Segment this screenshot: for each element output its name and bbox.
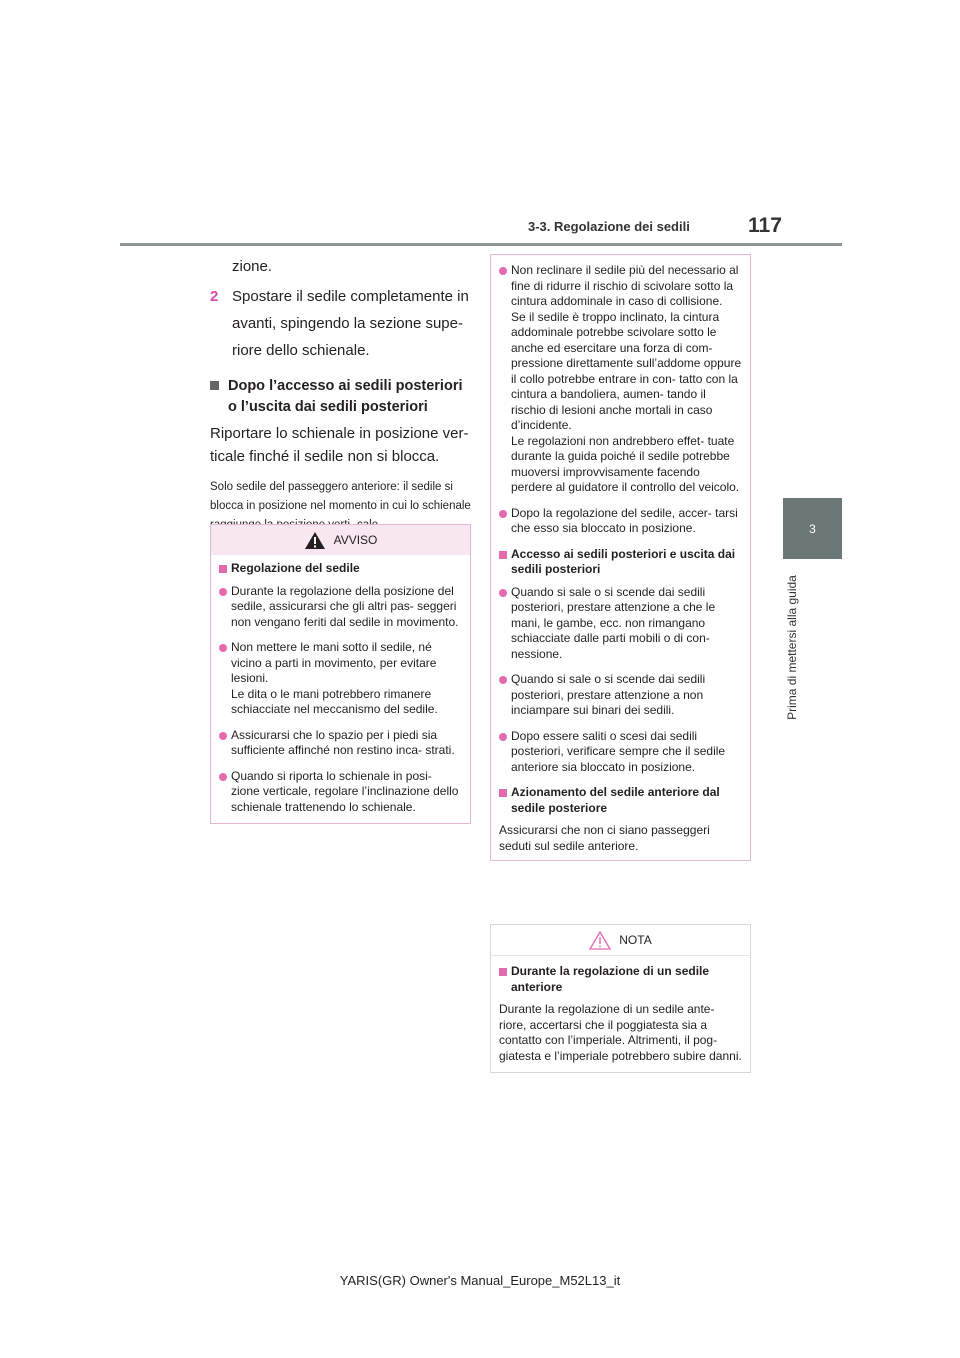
- warning-header: [211, 525, 470, 555]
- bullet-icon: [499, 733, 507, 741]
- notice-text: Durante la regolazione di un sedile ante- riore, accertarsi che il poggiatesta sia a contatto con l’imperiale. Altrimenti, il pog- giatesta e l’imperiale potrebbero subire danni.: [499, 1002, 742, 1063]
- notice-header: [491, 925, 750, 956]
- subsection-heading: Accesso ai sedili posteriori e uscita dai sedili posteriori: [499, 547, 742, 578]
- list-item: Dopo essere saliti o scesi dai sedili posteriori, verificare sempre che il sedile anteriore sia bloccato in posizione.: [499, 729, 742, 776]
- warning-heading: Regolazione del sedile: [219, 561, 462, 577]
- body-paragraph: Riportare lo schienale in posizione ver- ticale finché il sedile non si blocca.: [210, 425, 469, 465]
- notice-body: [491, 956, 750, 1072]
- section-title: 3-3. Regolazione dei sedili: [528, 219, 690, 234]
- subsection-text: Assicurarsi che non ci siano passeggeri seduti sul sedile anteriore.: [499, 823, 710, 853]
- footer: YARIS(GR) Owner's Manual_Europe_M52L13_it: [339, 1273, 621, 1288]
- header-rule: [120, 243, 842, 246]
- note-paragraph: Solo sedile del passeggero anteriore: il sedile si blocca in posizione nel momento in cui lo schienale: [210, 481, 471, 512]
- square-bullet-icon: [499, 551, 507, 559]
- chapter-title-text: Prima di mettersi alla guida: [785, 575, 799, 720]
- bullet-icon: [499, 676, 507, 684]
- warning-icon: [304, 531, 326, 550]
- warning-box-continued: [490, 254, 751, 861]
- list-item: Durante la regolazione della posizione del sedile, assicurarsi che gli altri pas- seggeri non vengano feriti dal sedile in movimento.: [219, 584, 462, 631]
- notice-label: NOTA: [619, 933, 652, 947]
- warning-label: AVVISO: [333, 533, 378, 547]
- bullet-icon: [499, 589, 507, 597]
- list-item: Quando si riporta lo schienale in posi- zione verticale, regolare l’inclinazione dello schienale trattenendo lo schienale.: [219, 769, 462, 816]
- bullet-icon: [499, 510, 507, 518]
- notice-box: [490, 924, 751, 1073]
- bullet-icon: [219, 732, 227, 740]
- list-item: Assicurarsi che lo spazio per i piedi sia sufficiente affinché non restino inca- strati.: [219, 728, 462, 759]
- list-item: Quando si sale o si scende dai sedili posteriori, prestare attenzione a non inciampare sui binari dei sedili.: [499, 672, 742, 719]
- step-2-text: Spostare il sedile completamente in avanti, spingendo la sezione supe- riore dello schienale.: [232, 288, 469, 359]
- warning-continued-body: [491, 255, 750, 860]
- section-heading: Dopo l’accesso ai sedili posteriori o l’uscita dai sedili posteriori: [210, 376, 472, 418]
- list-item: Non reclinare il sedile più del necessario al fine di ridurre il rischio di scivolare sotto la cintura addominale in caso di collisione. Se il sedile è troppo inclinato, la cintura addominale potrebbe scivolare sotto le anche ed esercitare una forza di com- pressione direttamente sull’addome oppure il collo potrebbe entrare in con- tatto con la cintura a bandoliera, aumen- tando il rischio di lesioni anche mortali in caso d’incidente. Le regolazioni non andrebbero effet- tuate durante la guida poiché il sedile potrebbe muoversi improvvisamente facendo perdere al guidatore il controllo del veicolo.: [499, 263, 742, 496]
- warning-box: [210, 524, 471, 824]
- subsection-heading: Azionamento del sedile anteriore dal sedile posteriore: [499, 785, 742, 816]
- list-item: Dopo la regolazione del sedile, accer- tarsi che esso sia bloccato in posizione.: [499, 506, 742, 537]
- list-item: Non mettere le mani sotto il sedile, né vicino a parti in movimento, per evitare lesioni. Le dita o le mani potrebbero rimanere schiacciate nel meccanismo del sedile.: [219, 640, 462, 718]
- square-bullet-icon: [499, 789, 507, 797]
- continued-line: zione.: [232, 258, 273, 275]
- chapter-title: [786, 560, 799, 735]
- left-column: [210, 255, 472, 535]
- bullet-icon: [219, 773, 227, 781]
- list-item: Quando si sale o si scende dai sedili posteriori, prestare attenzione a che le mani, le gambe, ecc. non rimangano schiacciate dalle parti mobili o di con- nessione.: [499, 585, 742, 663]
- square-bullet-icon: [499, 968, 507, 976]
- page-number: 117: [748, 214, 782, 237]
- notice-heading: Durante la regolazione di un sedile anteriore: [499, 964, 742, 995]
- bullet-icon: [219, 644, 227, 652]
- step-2: [210, 283, 472, 364]
- bullet-icon: [219, 588, 227, 596]
- square-bullet-icon: [210, 381, 219, 390]
- chapter-tab: 3: [783, 498, 842, 559]
- step-number: 2: [210, 288, 219, 305]
- warning-body: [211, 555, 470, 823]
- square-bullet-icon: [219, 565, 227, 573]
- caution-icon: [589, 931, 611, 950]
- bullet-icon: [499, 267, 507, 275]
